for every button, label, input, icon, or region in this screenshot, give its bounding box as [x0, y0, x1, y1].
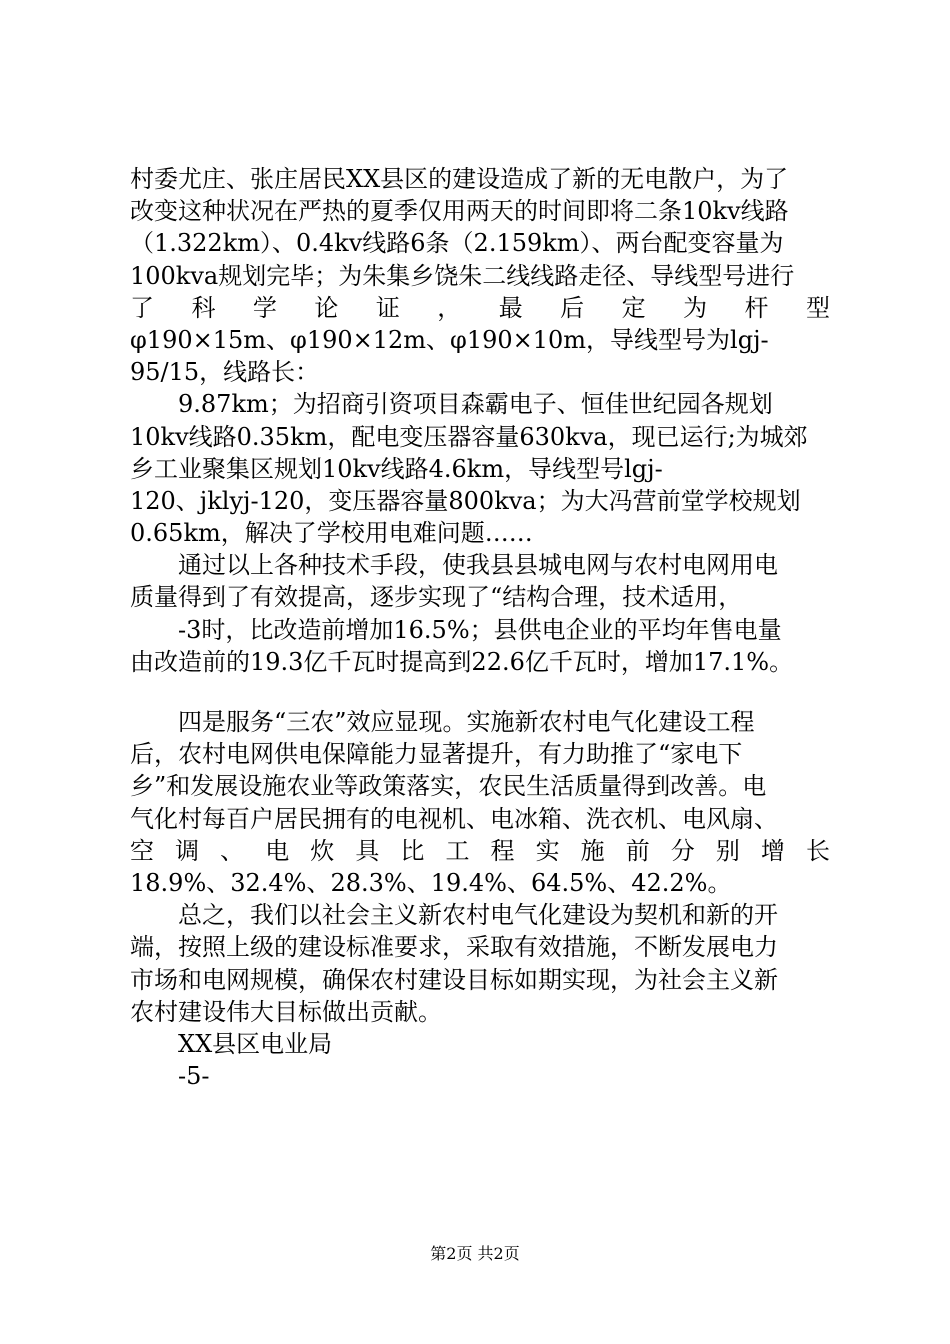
- text-line: 四是服务“三农”效应显现。实施新农村电气化建设工程: [178, 708, 755, 736]
- text-line: 0.65km，解决了学校用电难问题……: [130, 519, 533, 548]
- text-line: 端，按照上级的建设标准要求，采取有效措施，不断发展电力: [130, 933, 778, 962]
- text-line: 95/15，线路长：: [130, 358, 320, 387]
- document-body: [130, 163, 830, 1092]
- text-line: 总之，我们以社会主义新农村电气化建设为契机和新的开: [178, 901, 778, 930]
- text-line: φ190×15m、φ190×12m、φ190×10m，导线型号为lgj-: [130, 325, 769, 354]
- text-line: 18.9%、32.4%、28.3%、19.4%、64.5%、42.2%。: [130, 868, 732, 897]
- text-line: 改变这种状况在严热的夏季仅用两天的时间即将二条10kv线路: [130, 197, 789, 226]
- signature-line: XX县区电业局: [178, 1029, 333, 1058]
- text-line: 由改造前的19.3亿千瓦时提高到22.6亿千瓦时，增加17.1%。: [130, 647, 794, 676]
- text-line: 了 科 学 论 证 ， 最 后 定 为 杆 型: [130, 293, 830, 322]
- text-line: 10kv线路0.35km，配电变压器容量630kva，现已运行;为城郊: [130, 422, 808, 451]
- paragraph-gap: [130, 678, 830, 706]
- text-line: 后，农村电网供电保障能力显著提升，有力助推了“家电下: [130, 740, 743, 769]
- text-line: 质量得到了有效提高，逐步实现了“结构合理，技术适用，: [130, 583, 743, 612]
- text-line: 乡工业聚集区规划10kv线路4.6km，导线型号lgj-: [130, 454, 663, 483]
- text-line: 100kva规划完毕；为朱集乡饶朱二线线路走径、导线型号进行: [130, 261, 795, 290]
- text-line: （1.322km）、0.4kv线路6条（2.159km）、两台配变容量为: [130, 229, 784, 258]
- text-line: 通过以上各种技术手段，使我县县城电网与农村电网用电: [178, 551, 778, 580]
- page-number-label: 第2页 共2页: [430, 1244, 520, 1263]
- text-line: 空 调 、 电 炊 具 比 工 程 实 施 前 分 别 增 长: [130, 836, 830, 865]
- inline-page-number: -5-: [178, 1062, 210, 1091]
- text-line: 9.87km；为招商引资项目森霸电子、恒佳世纪园各规划: [178, 390, 773, 419]
- text-line: 村委尤庄、张庄居民XX县区的建设造成了新的无电散户，为了: [130, 165, 789, 193]
- text-line: 乡”和发展设施农业等政策落实，农民生活质量得到改善。电: [130, 772, 767, 801]
- text-line: -3时，比改造前增加16.5%；县供电企业的平均年售电量: [178, 615, 782, 644]
- text-line: 农村建设伟大目标做出贡献。: [130, 997, 442, 1026]
- text-line: 气化村每百户居民拥有的电视机、电冰箱、洗衣机、电风扇、: [130, 804, 778, 833]
- text-line: 市场和电网规模，确保农村建设目标如期实现，为社会主义新: [130, 965, 778, 994]
- text-line: 120、jklyj-120，变压器容量800kva；为大冯营前堂学校规划: [130, 486, 801, 515]
- page-footer: [0, 1244, 950, 1264]
